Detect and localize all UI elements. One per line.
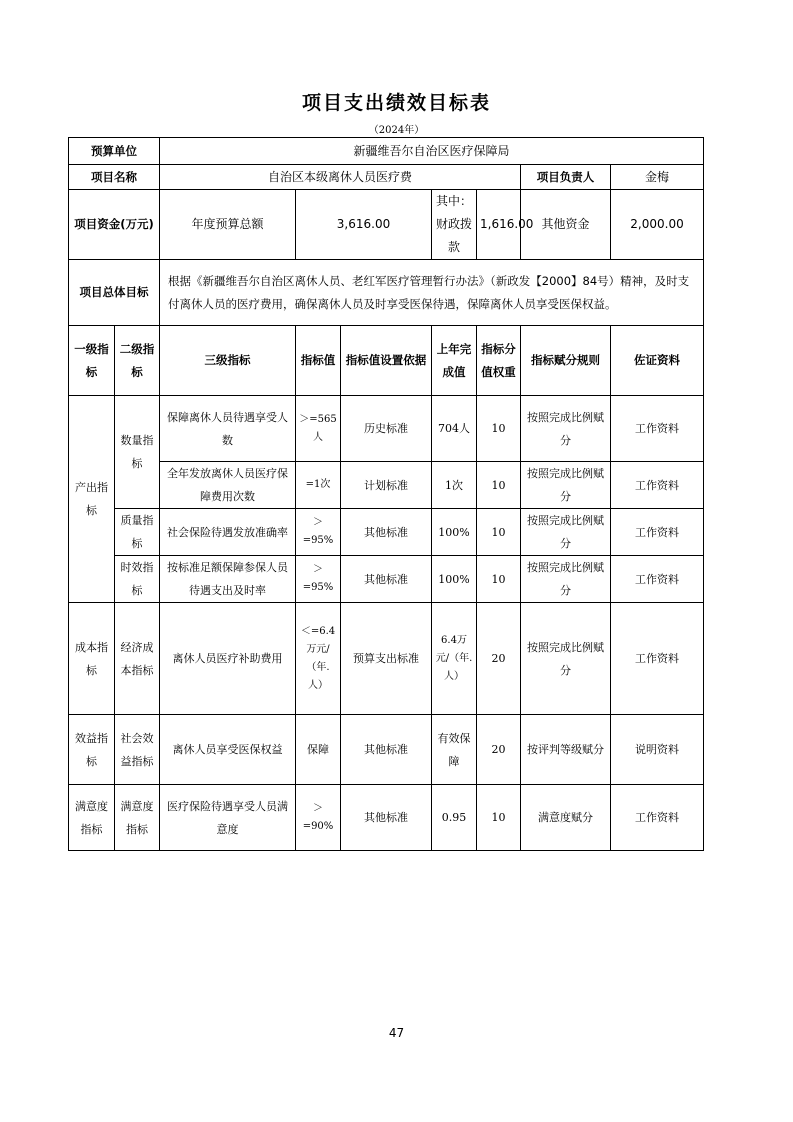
header-level3: 三级指标 — [160, 326, 296, 396]
project-name-value: 自治区本级离休人员医疗费 — [160, 165, 521, 190]
project-name-label: 项目名称 — [69, 165, 160, 190]
table-row — [69, 556, 704, 603]
row-last: 1次 — [432, 462, 477, 509]
row-last: 100% — [432, 509, 477, 556]
page-number: 47 — [388, 1026, 405, 1040]
table-row — [69, 396, 704, 462]
performance-table — [68, 137, 704, 851]
row-rule: 按评判等级赋分 — [521, 715, 611, 785]
overall-goal-label: 项目总体目标 — [69, 260, 160, 326]
project-manager-label: 项目负责人 — [521, 165, 611, 190]
group-output: 产出指标 — [69, 396, 115, 603]
row-value: ＞=565人 — [296, 396, 341, 462]
row-basis: 其他标准 — [341, 509, 432, 556]
row-rule: 按照完成比例赋分 — [521, 396, 611, 462]
row-indicator: 社会保险待遇发放准确率 — [160, 509, 296, 556]
row-last: 100% — [432, 556, 477, 603]
row-value: ＞=90% — [296, 785, 341, 851]
header-last-year: 上年完成值 — [432, 326, 477, 396]
row-weight: 20 — [477, 715, 521, 785]
page-title: 项目支出绩效目标表 — [301, 92, 491, 114]
table-row — [69, 785, 704, 851]
row-basis: 其他标准 — [341, 715, 432, 785]
project-manager-value: 金梅 — [611, 165, 704, 190]
table-row — [69, 509, 704, 556]
row-evidence: 工作资料 — [611, 462, 704, 509]
row-indicator: 全年发放离休人员医疗保障费用次数 — [160, 462, 296, 509]
budget-unit-row — [69, 138, 704, 165]
table-row — [69, 603, 704, 715]
row-weight: 10 — [477, 556, 521, 603]
fiscal-label: 其中：财政拨款 — [432, 190, 477, 260]
row-evidence: 说明资料 — [611, 715, 704, 785]
header-level1: 一级指标 — [69, 326, 115, 396]
annual-budget-value: 3,616.00 — [296, 190, 432, 260]
header-evidence: 佐证资料 — [611, 326, 704, 396]
group-benefit: 效益指标 — [69, 715, 115, 785]
funds-label: 项目资金(万元) — [69, 190, 160, 260]
row-value: ＜=6.4万元/（年.人） — [296, 603, 341, 715]
header-basis: 指标值设置依据 — [341, 326, 432, 396]
row-evidence: 工作资料 — [611, 556, 704, 603]
row-evidence: 工作资料 — [611, 603, 704, 715]
row-indicator: 离休人员享受医保权益 — [160, 715, 296, 785]
header-weight: 指标分值权重 — [477, 326, 521, 396]
group-econ-cost: 经济成本指标 — [115, 603, 160, 715]
row-weight: 10 — [477, 785, 521, 851]
row-weight: 10 — [477, 509, 521, 556]
budget-unit-label: 预算单位 — [69, 138, 160, 165]
group-social-benefit: 社会效益指标 — [115, 715, 160, 785]
row-last: 6.4万元/（年.人） — [432, 603, 477, 715]
row-rule: 满意度赋分 — [521, 785, 611, 851]
budget-unit-value: 新疆维吾尔自治区医疗保障局 — [160, 138, 704, 165]
row-weight: 20 — [477, 603, 521, 715]
row-evidence: 工作资料 — [611, 396, 704, 462]
other-funds-amount-cell — [611, 190, 704, 260]
header-value: 指标值 — [296, 326, 341, 396]
row-basis: 计划标准 — [341, 462, 432, 509]
row-rule: 按照完成比例赋分 — [521, 556, 611, 603]
overall-goal-row — [69, 260, 704, 326]
row-basis: 其他标准 — [341, 556, 432, 603]
overall-goal-text: 根据《新疆维吾尔自治区离休人员、老红军医疗管理暂行办法》（新政发【2000】84号）精神，及时支付离休人员的医疗费用，确保离休人员及时享受医保待遇，保障离休人员享受医保权益。 — [160, 260, 704, 326]
row-evidence: 工作资料 — [611, 785, 704, 851]
header-row — [69, 326, 704, 396]
row-last: 有效保障 — [432, 715, 477, 785]
row-last: 0.95 — [432, 785, 477, 851]
row-value: =1次 — [296, 462, 341, 509]
row-value: ＞=95% — [296, 509, 341, 556]
row-basis: 历史标准 — [341, 396, 432, 462]
other-funds-label-cell — [521, 190, 611, 260]
row-indicator: 离休人员医疗补助费用 — [160, 603, 296, 715]
row-last: 704人 — [432, 396, 477, 462]
row-value: ＞=95% — [296, 556, 341, 603]
group-satisfaction-2: 满意度指标 — [115, 785, 160, 851]
row-indicator: 医疗保险待遇享受人员满意度 — [160, 785, 296, 851]
row-weight: 10 — [477, 396, 521, 462]
annual-budget-label: 年度预算总额 — [160, 190, 296, 260]
project-name-row — [69, 165, 704, 190]
table-row — [69, 462, 704, 509]
row-evidence: 工作资料 — [611, 509, 704, 556]
row-indicator: 保障离休人员待遇享受人数 — [160, 396, 296, 462]
group-quantity: 数量指标 — [115, 396, 160, 509]
row-weight: 10 — [477, 462, 521, 509]
table-row — [69, 715, 704, 785]
group-quality: 质量指标 — [115, 509, 160, 556]
row-indicator: 按标准足额保障参保人员待遇支出及时率 — [160, 556, 296, 603]
year-subtitle: （2024年） — [368, 125, 425, 136]
row-basis: 预算支出标准 — [341, 603, 432, 715]
group-cost: 成本指标 — [69, 603, 115, 715]
row-value: 保障 — [296, 715, 341, 785]
header-level2: 二级指标 — [115, 326, 160, 396]
row-basis: 其他标准 — [341, 785, 432, 851]
header-rule: 指标赋分规则 — [521, 326, 611, 396]
group-timeliness: 时效指标 — [115, 556, 160, 603]
row-rule: 按照完成比例赋分 — [521, 509, 611, 556]
funds-row — [69, 190, 704, 260]
fiscal-value: 1,616.00 — [477, 190, 521, 260]
other-funds-label: 其他资金 — [541, 217, 590, 231]
group-satisfaction: 满意度指标 — [69, 785, 115, 851]
row-rule: 按照完成比例赋分 — [521, 462, 611, 509]
row-rule: 按照完成比例赋分 — [521, 603, 611, 715]
other-funds-amount: 2,000.00 — [630, 217, 684, 231]
